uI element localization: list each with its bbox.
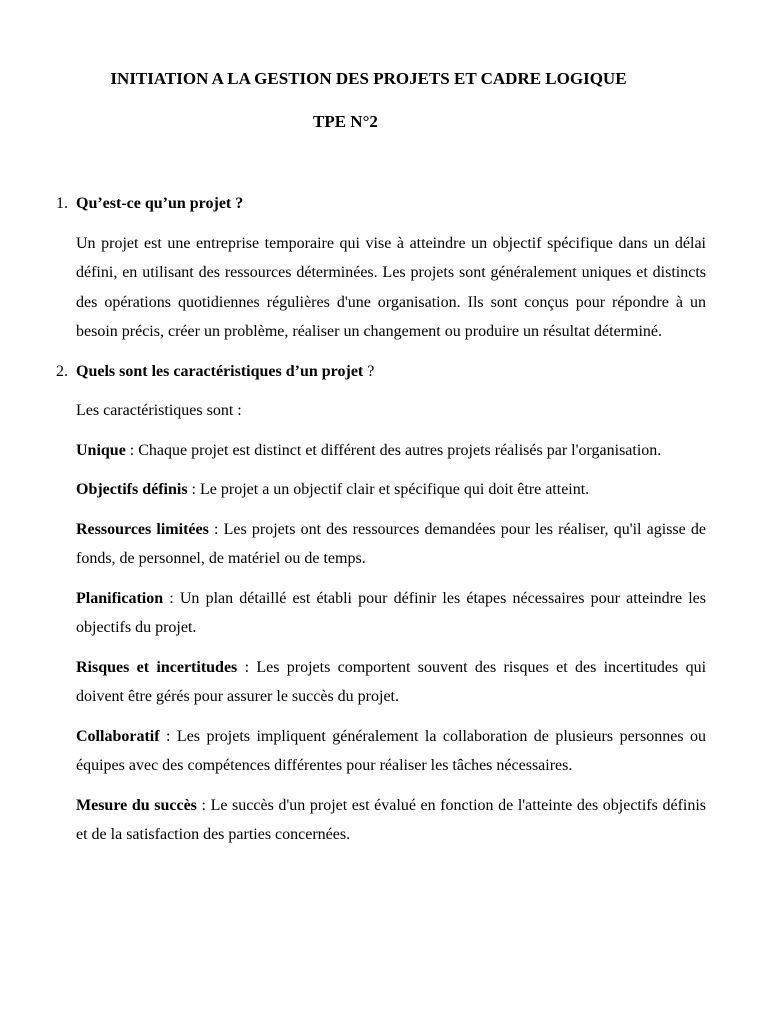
question-1-text: Qu’est-ce qu’un projet ? — [76, 195, 244, 212]
characteristic-item — [76, 791, 706, 850]
question-2 — [56, 357, 706, 387]
characteristic-separator: : — [196, 796, 211, 814]
characteristic-item — [76, 436, 706, 466]
characteristic-item — [76, 584, 706, 643]
characteristic-separator: : — [187, 481, 200, 498]
characteristic-separator: : — [125, 441, 139, 459]
question-2-number: 2. — [56, 362, 68, 380]
characteristic-item — [76, 722, 706, 781]
question-2-suffix: ? — [363, 362, 375, 380]
characteristic-description: Le succès d'un projet est évalué en fonction de l'atteinte des objectifs définis et de la satisfaction des parties concernées. — [76, 796, 707, 843]
document-title: INITIATION A LA GESTION DES PROJETS ET CADRE LOGIQUE — [110, 69, 627, 88]
question-1 — [56, 189, 706, 219]
characteristic-term: Planification — [76, 589, 164, 607]
characteristic-term: Mesure du succès — [76, 796, 197, 814]
characteristic-item — [76, 515, 706, 574]
answer-1: Un projet est une entreprise temporaire qui vise à atteindre un objectif spécifique dans un délai défini, en utilisant des ressources déterminées. Les projets sont généralement uniques et distincts des opérations quotidiennes régulières d'une organisation. Ils sont conçus pour répondre à un besoin précis, créer un problème, réaliser un changement ou produire un résultat déterminé. — [76, 234, 706, 340]
characteristic-description: Un plan détaillé est établi pour définir les étapes nécessaires pour atteindre les objectifs du projet. — [76, 589, 706, 636]
characteristics-intro: Les caractéristiques sont : — [76, 402, 242, 419]
question-1-number: 1. — [56, 195, 68, 212]
characteristic-term: Objectifs définis — [76, 481, 188, 498]
characteristic-description: Les projets ont des ressources demandées pour les réaliser, qu'il agisse de fonds, de personnel, de matériel ou de temps. — [76, 520, 707, 567]
characteristic-item — [76, 475, 706, 505]
characteristic-term: Risques et incertitudes — [76, 658, 238, 676]
characteristic-description: Les projets impliquent généralement la collaboration de plusieurs personnes ou équipes avec des compétences différentes pour réaliser les tâches nécessaires. — [76, 727, 707, 774]
characteristic-description: Le projet a un objectif clair et spécifique qui doit être atteint. — [200, 481, 590, 498]
characteristic-item — [76, 653, 706, 712]
characteristic-separator: : — [208, 520, 224, 538]
characteristic-term: Collaboratif — [76, 727, 160, 745]
characteristic-separator: : — [163, 589, 180, 607]
characteristic-term: Unique — [76, 441, 126, 459]
document-body — [56, 189, 707, 860]
characteristic-separator: : — [159, 727, 177, 745]
characteristic-separator: : — [237, 658, 257, 676]
document-subtitle: TPE N°2 — [313, 112, 378, 131]
characteristic-description: Chaque projet est distinct et différent des autres projets réalisés par l'organisation. — [138, 441, 662, 459]
characteristic-description: Les projets comportent souvent des risques et des incertitudes qui doivent être gérés pour assurer le succès du projet. — [76, 658, 707, 705]
question-2-text: Quels sont les caractéristiques d’un projet — [76, 362, 364, 380]
characteristic-term: Ressources limitées — [76, 520, 209, 538]
